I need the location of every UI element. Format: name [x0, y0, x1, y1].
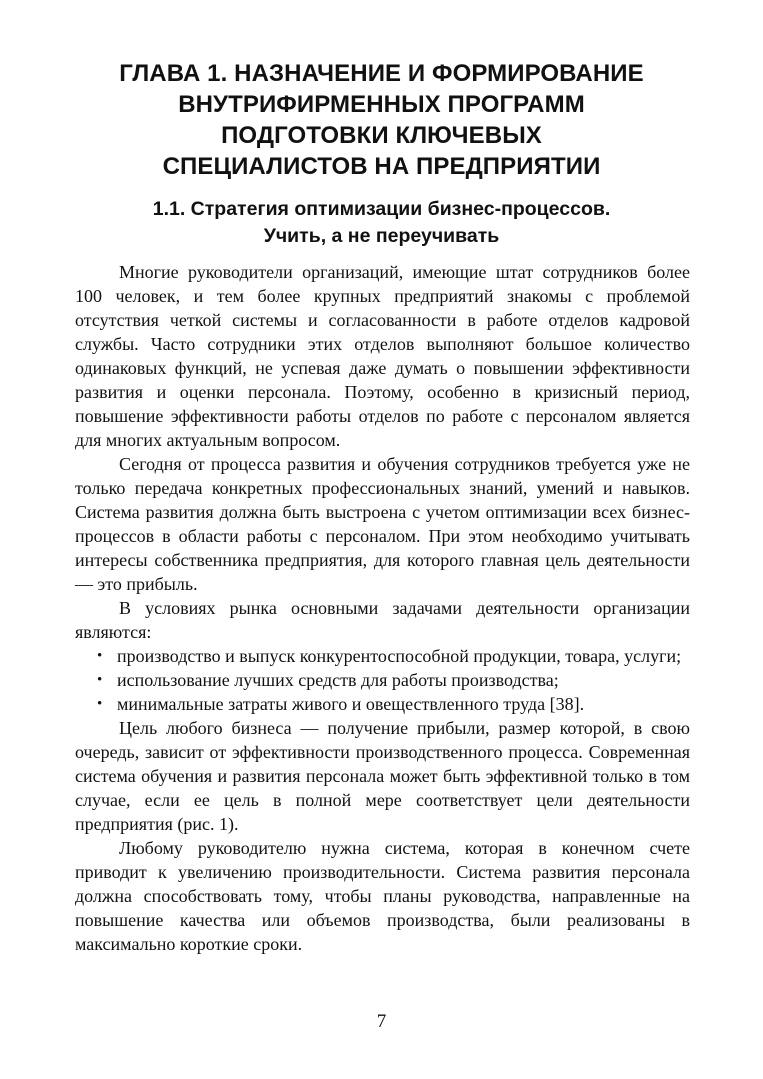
list-item [75, 692, 690, 716]
paragraph: Любому руководителю нужна система, которая в конечном счете приводит к увеличению производительности. Система развития персонала должна способствовать тому, чтобы планы руководства, направленные на повышение качества или объемов производства, были реализованы в максимально короткие сроки. [75, 838, 690, 954]
list-item [75, 668, 690, 692]
bullet-icon: • [97, 672, 103, 688]
paragraph: В условиях рынка основными задачами деятельности организации являются: [75, 598, 690, 642]
list-item-text: использование лучших средств для работы производства; [117, 670, 559, 690]
chapter-title [60, 58, 703, 182]
section-title-line: Учить, а не переучивать [263, 225, 500, 247]
section-title-line: 1.1. Стратегия оптимизации бизнес-процессов. [152, 198, 611, 220]
paragraph: Сегодня от процесса развития и обучения сотрудников требуется уже не только передача конкретных профессиональных знаний, умений и навыков. Система развития должна быть выстроена с учетом оптимизации всех бизнес-процессов в области работы с персоналом. При этом необходимо учитывать интересы собственника предприятия, для которого главная цель деятельности — это прибыль. [75, 454, 690, 594]
list-item-text: минимальные затраты живого и овеществленного труда [38]. [117, 694, 585, 714]
section-title [60, 196, 703, 250]
list-item [75, 644, 690, 668]
chapter-title-line: ПОДГОТОВКИ КЛЮЧЕВЫХ [221, 122, 542, 149]
chapter-title-line: ГЛАВА 1. НАЗНАЧЕНИЕ И ФОРМИРОВАНИЕ [119, 60, 644, 87]
chapter-title-line: ВНУТРИФИРМЕННЫХ ПРОГРАММ [178, 91, 585, 118]
page-number: 7 [376, 1011, 387, 1032]
paragraph: Цель любого бизнеса — получение прибыли, размер которой, в свою очередь, зависит от эффективности производственного процесса. Современная система обучения и развития персонала может быть эффективной только в том случае, если ее цель в полной мере соответствует цели деятельности предприятия (рис. 1). [75, 718, 690, 834]
bullet-icon: • [97, 696, 103, 712]
paragraph: Многие руководители организаций, имеющие штат сотрудников более 100 человек, и тем более крупных предприятий знакомы с проблемой отсутствия четкой системы и согласованности в работе отделов кадровой службы. Часто сотрудники этих отделов выполняют большое количество одинаковых функций, не успевая даже думать о повышении эффективности развития и оценки персонала. Поэтому, особенно в кризисный период, повышение эффективности работы отделов по работе с персоналом является для многих актуальным вопросом. [75, 262, 690, 450]
body-text [75, 260, 690, 956]
bullet-icon: • [97, 648, 103, 664]
bullet-list [75, 644, 690, 716]
chapter-title-line: СПЕЦИАЛИСТОВ НА ПРЕДПРИЯТИИ [162, 153, 601, 180]
list-item-text: производство и выпуск конкурентоспособной продукции, товара, услуги; [117, 646, 682, 666]
